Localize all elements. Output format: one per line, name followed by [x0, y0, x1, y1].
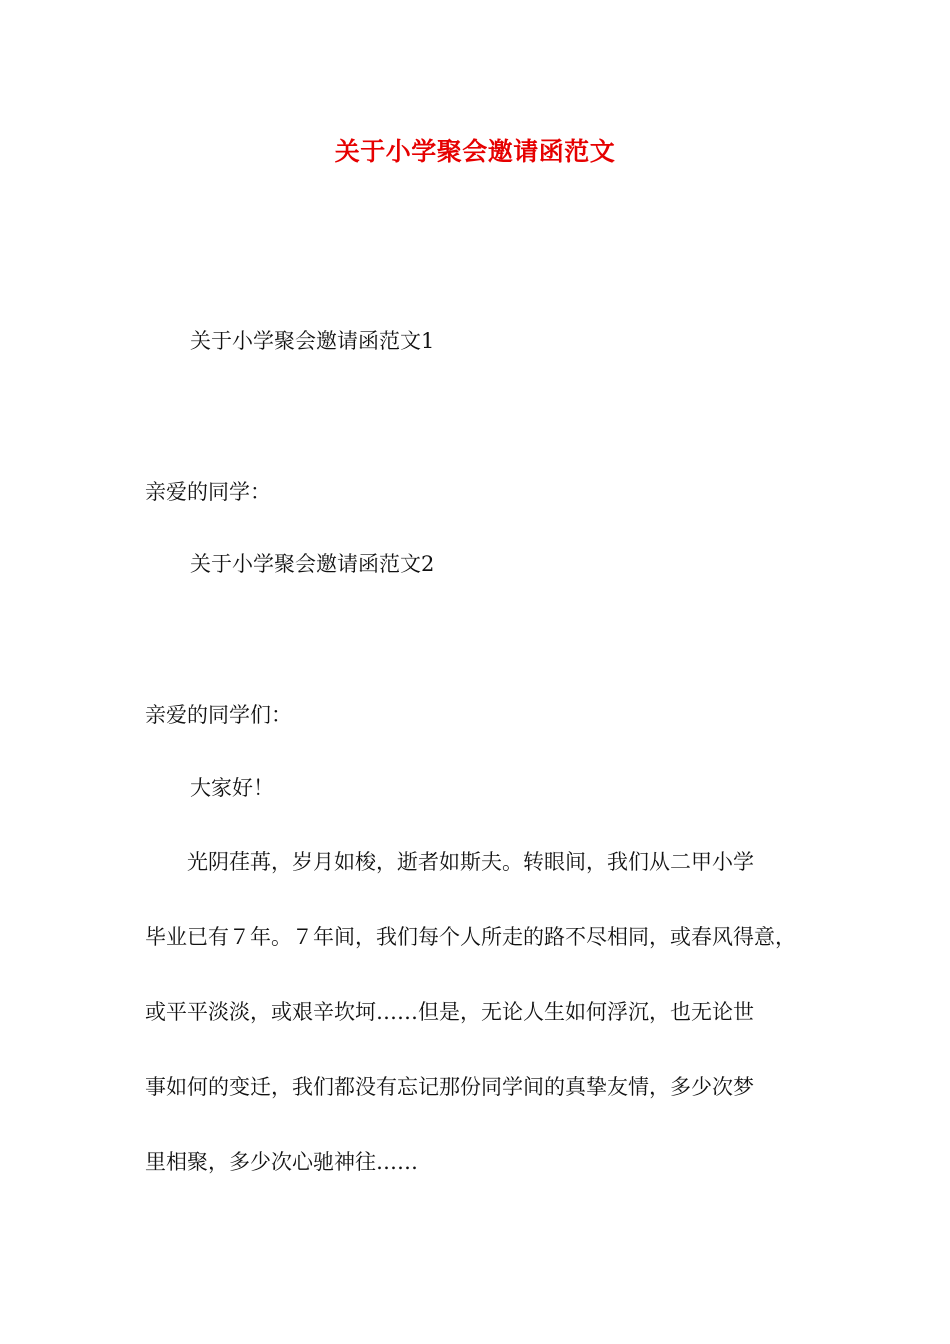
- paragraph-line: 事如何的变迁，我们都没有忘记那份同学间的真挚友情，多少次梦: [145, 1075, 754, 1099]
- section2-greeting: 亲爱的同学们：: [145, 703, 292, 727]
- section2-heading: 关于小学聚会邀请函范文2: [190, 552, 435, 576]
- document-title: 关于小学聚会邀请函范文: [334, 137, 616, 166]
- paragraph-line: 光阴荏苒，岁月如梭，逝者如斯夫。转眼间，我们从二甲小学: [145, 850, 754, 874]
- section1-greeting: 亲爱的同学：: [145, 480, 271, 504]
- paragraph-line: 里相聚，多少次心驰神往……: [145, 1150, 418, 1174]
- body-paragraph: [145, 825, 825, 1200]
- paragraph-line: 毕业已有７年。７年间，我们每个人所走的路不尽相同，或春风得意，: [145, 925, 796, 949]
- salutation: 大家好！: [190, 776, 274, 800]
- paragraph-line: 或平平淡淡，或艰辛坎坷……但是，无论人生如何浮沉，也无论世: [145, 1000, 754, 1024]
- section1-heading: 关于小学聚会邀请函范文1: [190, 329, 435, 353]
